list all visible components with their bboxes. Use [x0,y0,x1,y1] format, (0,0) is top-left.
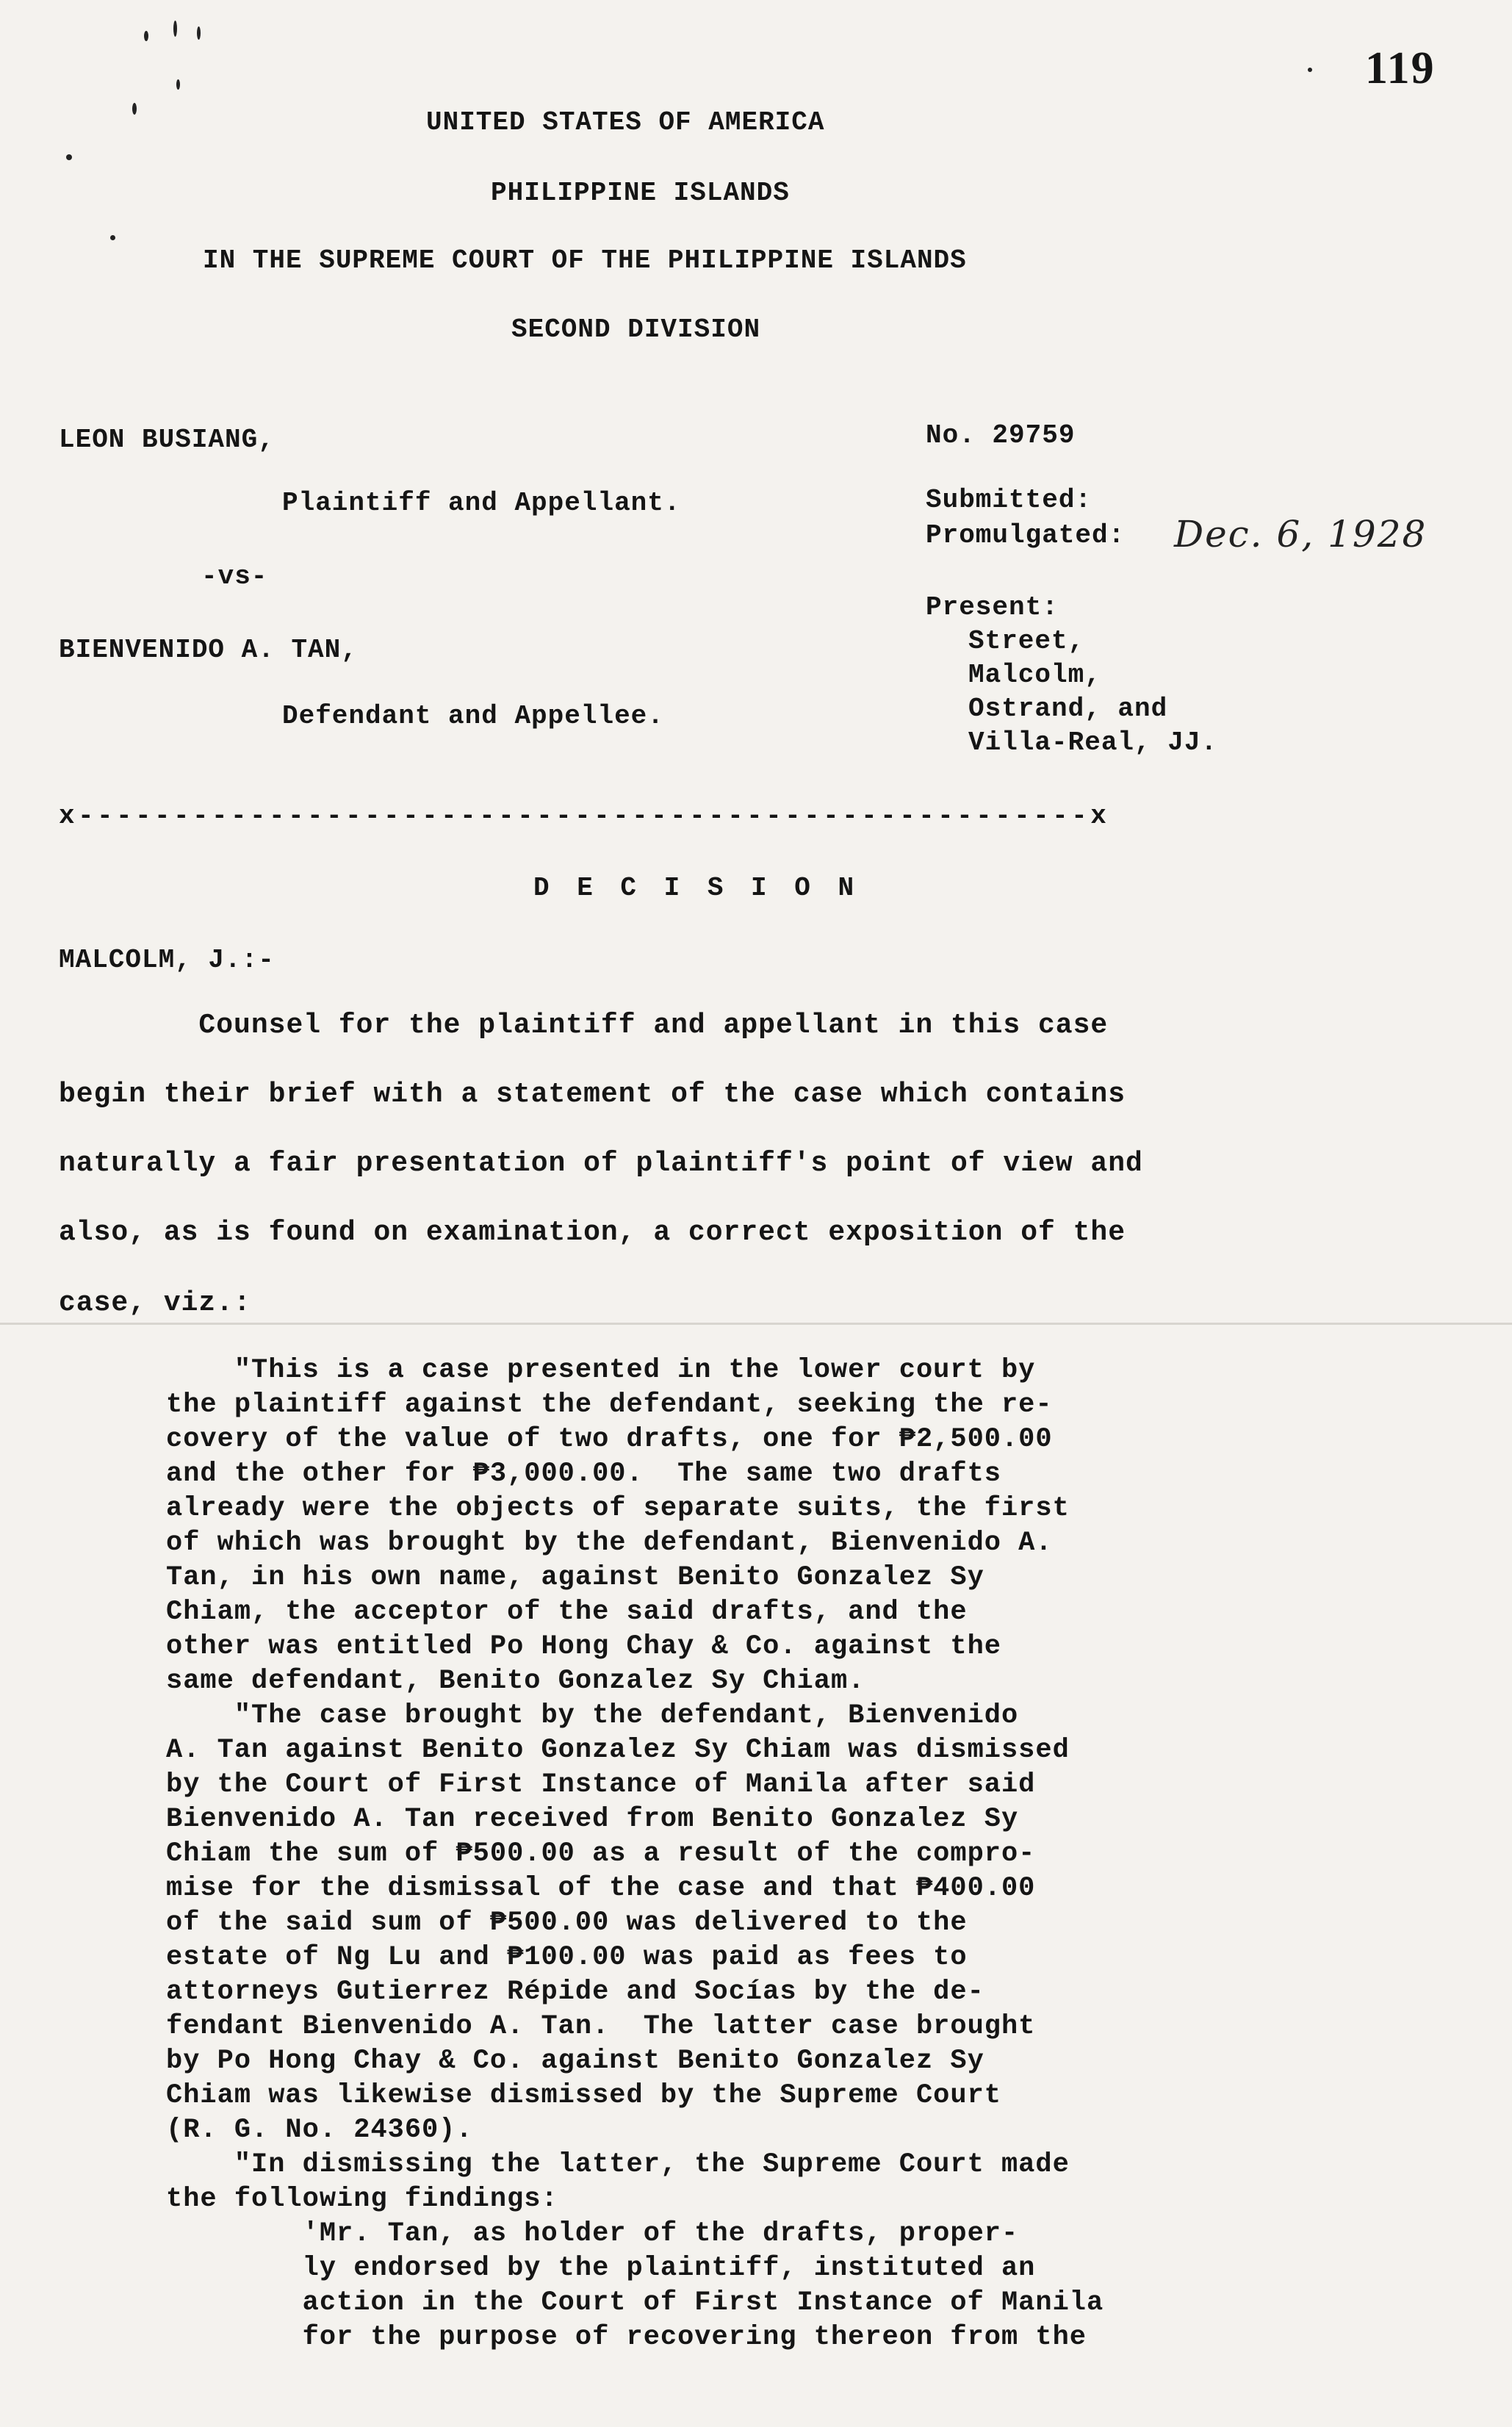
page-fold-line [0,1323,1512,1325]
quote-line: (R. G. No. 24360). [166,2115,473,2146]
quote-line: already were the objects of separate suits, the first [166,1493,1070,1524]
scan-speck [144,31,148,41]
header-division: SECOND DIVISION [511,314,761,345]
scan-speck [132,103,137,115]
quote-line: Bienvenido A. Tan received from Benito Gonzalez Sy [166,1804,1019,1835]
quote-line: for the purpose of recovering thereon from the [166,2322,1087,2353]
promulgated-label: Promulgated: [926,520,1126,550]
justice-villa-real: Villa-Real, JJ. [968,727,1218,758]
scan-speck [110,235,115,240]
quote-line: attorneys Gutierrez Répide and Socías by the de- [166,1977,984,2007]
intro-line: naturally a fair presentation of plaintiff's point of view and [59,1148,1143,1179]
quote-line: action in the Court of First Instance of Manila [166,2287,1104,2318]
quote-line: ly endorsed by the plaintiff, instituted an [166,2253,1036,2284]
quote-line: Tan, in his own name, against Benito Gonzalez Sy [166,1562,984,1593]
intro-line: also, as is found on examination, a correct exposition of the [59,1217,1126,1248]
case-number: No. 29759 [926,420,1076,450]
quote-line: other was entitled Po Hong Chay & Co. against the [166,1631,1001,1662]
submitted-label: Submitted: [926,485,1092,515]
header-country: UNITED STATES OF AMERICA [426,107,825,137]
decision-title: D E C I S I O N [533,873,860,903]
quote-line: "This is a case presented in the lower court by [166,1355,1036,1386]
quote-line: Chiam the sum of ₱500.00 as a result of the compro- [166,1838,1036,1869]
quote-line: Chiam, the acceptor of the said drafts, and the [166,1597,968,1628]
scan-speck [66,154,72,160]
header-court: IN THE SUPREME COURT OF THE PHILIPPINE ISLANDS [203,245,967,276]
quote-line: fendant Bienvenido A. Tan. The latter case brought [166,2011,1036,2042]
justice-ostrand: Ostrand, and [968,694,1168,724]
quote-line: Chiam was likewise dismissed by the Supreme Court [166,2080,1001,2111]
defendant-role: Defendant and Appellee. [282,701,664,731]
defendant-name: BIENVENIDO A. TAN, [59,635,358,665]
justice-street: Street, [968,626,1085,656]
scan-speck [173,21,177,37]
plaintiff-name: LEON BUSIANG, [59,425,275,455]
quote-line: "The case brought by the defendant, Bienvenido [166,1700,1019,1731]
header-territory: PHILIPPINE ISLANDS [491,178,790,208]
quote-line: covery of the value of two drafts, one for ₱2,500.00 [166,1424,1053,1455]
page-number: 119 [1365,43,1436,93]
scan-speck [197,26,201,40]
quote-line: by Po Hong Chay & Co. against Benito Gonzalez Sy [166,2046,984,2077]
quote-line: of which was brought by the defendant, Bienvenido A. [166,1528,1053,1558]
author-line: MALCOLM, J.:- [59,945,275,975]
quote-line: the plaintiff against the defendant, seeking the re- [166,1389,1053,1420]
quote-line: "In dismissing the latter, the Supreme Court made [166,2149,1070,2180]
plaintiff-role: Plaintiff and Appellant. [282,488,681,518]
quote-line: by the Court of First Instance of Manila after said [166,1769,1036,1800]
intro-line: Counsel for the plaintiff and appellant in this case [59,1010,1109,1041]
versus: -vs- [201,561,268,592]
quote-line: the following findings: [166,2184,558,2215]
quote-line: and the other for ₱3,000.00. The same two drafts [166,1459,1001,1489]
intro-line: case, viz.: [59,1287,251,1319]
scan-speck [1308,68,1312,72]
quote-line: estate of Ng Lu and ₱100.00 was paid as fees to [166,1942,968,1973]
promulgated-handwritten-date: Dec. 6, 1928 [1174,513,1428,555]
justice-malcolm: Malcolm, [968,660,1101,690]
present-label: Present: [926,592,1059,622]
scan-speck [176,79,180,90]
quote-line: A. Tan against Benito Gonzalez Sy Chiam was dismissed [166,1735,1070,1766]
intro-line: begin their brief with a statement of the case which contains [59,1079,1126,1110]
quote-line: mise for the dismissal of the case and that ₱400.00 [166,1873,1036,1904]
quote-line: same defendant, Benito Gonzalez Sy Chiam. [166,1666,865,1697]
quote-line: 'Mr. Tan, as holder of the drafts, proper- [166,2218,1019,2249]
caption-separator: x-----------------------------------------------------x [59,801,1110,831]
quote-line: of the said sum of ₱500.00 was delivered to the [166,1908,968,1938]
